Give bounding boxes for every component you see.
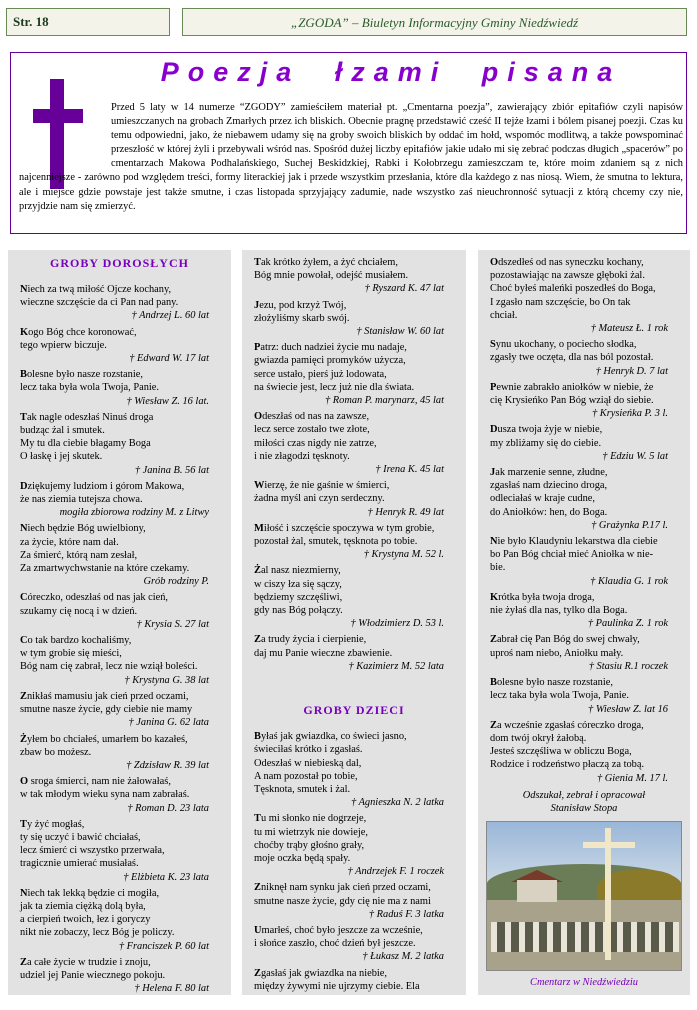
epitaph-line: Kogo Bóg chce koronować, — [20, 326, 137, 338]
epitaph-line: lecz śmierć ci wszystko przerwała, — [20, 845, 165, 857]
epitaph-line: Co tak bardzo kochaliśmy, — [20, 635, 132, 647]
epitaph-line: Choć byłeś maleńki poszedłeś do Boga, — [490, 283, 656, 295]
epitaph-line: i nie złagodzi tęsknoty. — [254, 450, 350, 462]
epitaph-line: szukamy cię nocą i w dzień. — [20, 605, 138, 617]
epitaph-line: Za całe życie w trudzie i znoju, — [20, 956, 151, 968]
epitaph-line: Zniknęł nam synku jak cień przed oczami, — [254, 882, 431, 894]
epitaph-line: lecz taka była wola Twoja, Panie. — [490, 690, 630, 702]
epitaph-attribution: † Łukasz M. 2 latka — [362, 951, 444, 963]
epitaph-line: za życie, które nam dał. — [20, 536, 119, 548]
epitaph-line: Niech będzie Bóg uwielbiony, — [20, 523, 146, 535]
epitaph — [490, 591, 682, 631]
epitaph-line: Tu mi słonko nie dogrzeje, — [254, 813, 367, 825]
epitaph-line: Niech za twą miłość Ojcze kochany, — [20, 284, 172, 295]
poem-list — [242, 256, 466, 673]
epitaph-line: na świecie jest, lecz już nie dla świata. — [254, 381, 415, 393]
epitaph — [20, 368, 223, 408]
epitaph-attribution: † Krysia S. 27 lat — [136, 618, 209, 630]
epitaph-line: nie żyłaś dla nas, tylko dla Boga. — [490, 605, 628, 617]
epitaph-line: Niech tak lekką będzie ci mogiła, — [20, 887, 160, 899]
epitaph-line: moje oczka będą spały. — [254, 852, 351, 864]
epitaph-line: Zabrał cię Pan Bóg do swej chwały, — [490, 634, 640, 646]
epitaph-line: Żyłem bo chciałeś, umarłem bo kazałeś, — [20, 733, 188, 745]
epitaph-line: złożyliśmy skarb swój. — [254, 312, 350, 324]
epitaph-line: budząc żal i smutek. — [20, 425, 105, 437]
epitaph-line: lecz taka była wola Twoja, Panie. — [20, 382, 160, 394]
epitaph-line: daj mu Panie wieczne zbawienie. — [254, 647, 393, 659]
epitaph-attribution: † Paulinka Z. 1 rok — [587, 618, 668, 630]
epitaph-line: Odszedłeś od nas syneczku kochany, — [490, 257, 644, 268]
epitaph — [20, 887, 223, 953]
epitaph-line: Patrz: duch nadziei życie mu nadaje, — [254, 342, 407, 354]
epitaph — [490, 381, 682, 421]
epitaph-line: Ty żyć mogłaś, — [20, 818, 85, 830]
epitaph-line: my zbliżamy się do ciebie. — [490, 437, 602, 449]
epitaph-line: I zgasło nam szczęście, bo On tak — [490, 296, 631, 308]
column-middle — [242, 250, 466, 995]
epitaph-line: Wierzę, że nie gaśnie w śmierci, — [254, 480, 390, 492]
epitaph-attribution: † Stasiu R.1 roczek — [588, 660, 668, 672]
epitaph — [20, 690, 223, 730]
epitaph-attribution: † Agnieszka N. 2 latka — [350, 797, 444, 809]
epitaph-line: jak ta ziemia ciężką dolą była, — [20, 900, 146, 912]
epitaph — [254, 967, 458, 993]
epitaph — [20, 818, 223, 884]
epitaph-line: Jesteś szczęśliwa w obliczu Boga, — [490, 746, 632, 758]
epitaph-line: i słońce zaszło, choć dzień był jeszcze. — [254, 938, 416, 950]
section-title-adults: GROBY DOROSŁYCH — [50, 256, 189, 270]
epitaph-line: Bolesne było nasze rozstanie, — [20, 369, 143, 381]
epitaph-line: O łaskę i jej skutek. — [20, 451, 103, 463]
epitaph — [20, 283, 223, 323]
epitaph-attribution: † Stanisław W. 60 lat — [356, 326, 444, 338]
epitaph — [490, 676, 682, 716]
epitaph — [254, 812, 458, 878]
epitaph-line: w tak młodym wieku syna nam zabrałaś. — [20, 789, 190, 801]
epitaph-line: Nie było Klaudyniu lekarstwa dla ciebie — [490, 536, 658, 548]
epitaph-line: zgasłaś nam dziecino droga, — [490, 480, 608, 492]
epitaph-line: Znikłaś mamusiu jak cień przed oczami, — [20, 690, 189, 702]
epitaph-attribution: † Franciszek P. 60 lat — [118, 940, 209, 952]
epitaph-line: zbaw bo możesz. — [20, 746, 92, 758]
epitaph-attribution: † Raduś F. 3 latka — [368, 908, 444, 920]
epitaph-line: Bolesne było nasze rozstanie, — [490, 677, 613, 689]
epitaph-line: Jak marzenie senne, złudne, — [490, 467, 608, 479]
epitaph-line: Byłaś jak gwiazdka, co świeci jasno, — [254, 731, 407, 743]
epitaph-line: odleciałaś w kraje cudne, — [490, 493, 596, 505]
epitaph-line: Rodzice i rodzeństwo płaczą za tobą. — [490, 759, 645, 771]
epitaph-line: My tu dla ciebie błagamy Boga — [20, 438, 151, 450]
epitaph-line: tu mi wietrzyk nie dowieje, — [254, 826, 368, 838]
epitaph-attribution: † Helena F. 80 lat — [134, 983, 209, 995]
epitaph-line: nikt nie zobaczy, lecz Bóg je policzy. — [20, 927, 175, 939]
epitaph-line: cię Krysieńko Pan Bóg wziął do siebie. — [490, 395, 654, 407]
poem-list — [478, 256, 690, 785]
epitaph-line: Miłość i szczęście spoczywa w tym grobie, — [254, 522, 435, 534]
epitaph — [254, 256, 458, 296]
epitaph-line: choćby trąby głośno grały, — [254, 839, 365, 851]
epitaph — [20, 591, 223, 631]
epitaph-line: Umarłeś, choć było jeszcze za wcześnie, — [254, 924, 423, 936]
epitaph-line: będziemy szczęśliwi, — [254, 591, 343, 603]
epitaph-attribution: † Zdzisław R. 39 lat — [126, 759, 209, 771]
epitaph — [254, 522, 458, 562]
epitaph-line: Zgasłaś jak gwiazdka na niebie, — [254, 967, 388, 979]
epitaph — [490, 719, 682, 785]
epitaph-attribution: mogiła zbiorowa rodziny M. z Litwy — [59, 507, 209, 519]
epitaph-attribution: † Kazimierz M. 52 lata — [348, 660, 444, 672]
epitaph-line: bo Pan Bóg chciał mieć Aniołka w nie- — [490, 549, 654, 561]
epitaph-line: lecz serce zostało twe złote, — [254, 424, 370, 436]
epitaph — [490, 535, 682, 588]
poem-list — [242, 730, 466, 993]
epitaph-line: Dziękujemy ludziom i górom Makowa, — [20, 480, 185, 492]
epitaph — [254, 479, 458, 519]
epitaph-attribution: † Grażynka P.17 l. — [591, 519, 668, 531]
epitaph-line: a cierpień twoich, łez i goryczy — [20, 914, 151, 926]
epitaph-line: chciał. — [490, 309, 518, 321]
epitaph-line: między żywymi nie ujrzymy ciebie. Ela — [254, 980, 420, 992]
bulletin-title: „ZGODA” – Biuletyn Informacyjny Gminy Niedźwiedź — [182, 8, 687, 36]
epitaph-line: smutne nasze życie, gdy cię nie ma z nami — [254, 895, 431, 907]
intro-box — [10, 52, 687, 234]
epitaph-line: Tak nagle odeszłaś Ninuś droga — [20, 411, 154, 423]
epitaph-line: Za wcześnie zgasłaś córeczko droga, — [490, 719, 644, 731]
epitaph-line: w tym grobie się mieści, — [20, 648, 122, 660]
credit-author: Stanisław Stopa — [550, 802, 618, 814]
column-adults — [8, 250, 231, 995]
epitaph-attribution: † Krystyna M. 52 l. — [363, 549, 444, 561]
epitaph-line: Za śmierć, którą nam zesłał, — [20, 549, 138, 561]
epitaph-line: Bóg mnie powołał, odejść musiałem. — [254, 270, 409, 282]
epitaph-line: Pewnie zabrakło aniołków w niebie, że — [490, 381, 654, 393]
epitaph — [490, 338, 682, 378]
epitaph — [254, 410, 458, 476]
epitaph-line: Synu ukochany, o pociecho słodka, — [490, 339, 637, 351]
epitaph-attribution: † Włodzimierz D. 53 l. — [350, 618, 444, 630]
epitaph-line: dom twój okrył żałobą. — [490, 732, 587, 744]
epitaph-attribution: † Ryszard K. 47 lat — [364, 283, 444, 295]
epitaph-attribution: † Gienia M. 17 l. — [597, 772, 668, 784]
epitaph-line: Odeszłaś w niebieską dal, — [254, 757, 362, 769]
epitaph — [490, 633, 682, 673]
epitaph-attribution: † Edward W. 17 lat — [129, 353, 209, 365]
epitaph — [254, 564, 458, 630]
epitaph-attribution: † Wiesław Z. lat 16 — [588, 703, 668, 715]
epitaph-attribution: † Klaudia G. 1 rok — [590, 575, 668, 587]
epitaph — [20, 480, 223, 520]
epitaph-attribution: Grób rodziny P. — [143, 576, 209, 588]
epitaph-attribution: † Roman P. marynarz, 45 lat — [324, 395, 444, 407]
epitaph-line: zgasły twe oczęta, dla nas ból pozostał. — [490, 352, 654, 364]
epitaph-line: Za trudy życia i cierpienie, — [254, 634, 367, 646]
epitaph-line: Córeczko, odeszłaś od nas jak cień, — [20, 592, 169, 604]
epitaph-line: O sroga śmierci, nam nie żałowałaś, — [20, 776, 171, 788]
epitaph-attribution: † Mateusz Ł. 1 rok — [590, 323, 668, 335]
epitaph — [20, 775, 223, 815]
epitaph — [20, 733, 223, 773]
section-title-children: GROBY DZIECI — [303, 703, 405, 718]
article-title: Poezja łzami pisana — [160, 57, 622, 87]
epitaph-line: tego wpierw biczuje. — [20, 339, 107, 351]
epitaph-attribution: † Roman D. 23 lata — [127, 802, 209, 814]
epitaph-line: Tęsknota, smutek i żal. — [254, 783, 351, 795]
epitaph — [254, 924, 458, 964]
epitaph — [254, 730, 458, 809]
epitaph-line: żadna myśl ani czyn serdeczny. — [254, 493, 385, 505]
epitaph-line: Krótka była twoja droga, — [490, 591, 595, 603]
epitaph-attribution: † Henryk D. 7 lat — [595, 365, 668, 377]
author-credit — [478, 789, 690, 815]
epitaph-line: Żal nasz niezmierny, — [254, 565, 341, 577]
cemetery-photo — [486, 821, 682, 971]
epitaph — [20, 522, 223, 588]
epitaph-line: Bóg nam cię zabrał, lecz nie wziął boleści. — [20, 661, 198, 673]
intro-paragraph: Przed 5 laty w 14 numerze “ZGODY” zamieściłem materiał pt. „Cmentarna poezja”, zawierający zbiór epitafiów czyli napisów umieszczanych na grobach Zmarłych przez ich bliskich. Obecnie pragnę przedstawić cześć II tejże łzami i bólem pisanej poezji. Czas ku temu odpowiedni, jako, że niebawem udamy się na groby swoich bliskich by oddać im hołd, wspomóc modlitwą, a także powspominać przeszłość w której żyli i przebywali wśród nas. Spośród dużej liczby epitafiów jakie udało mi się zebrać podczas długich „spacerów” po cmentarzach Makowa Podhalańskiego, Suchej Beskidzkiej, Rabki i Kołobrzegu zamieszczam te, które moim zdaniem są z nich najcenniejsze - zarówno pod względem treści, formy literackiej jak i przede wszystkim przesłania, które dla każdego z nas niosą. Wiem, że smutna to lektura, ale i miejsce gdzie powstaje jest także smutne, i czas listopada sprzyjający zadumie, nade wszystko zaś nieuchronność sytuacji z którą chcemy czy nie, przyjdzie nam się zmierzyć. — [19, 102, 683, 212]
epitaph — [20, 411, 223, 477]
epitaph-line: wieczne szczęście da ci Pan nad pany. — [20, 297, 179, 309]
epitaph-line: udziel jej Panie wiecznego pokoju. — [20, 969, 166, 981]
epitaph-attribution: † Janina G. 62 lata — [128, 717, 209, 729]
epitaph-line: tragicznie umierać musiałaś. — [20, 858, 139, 870]
epitaph-attribution: † Edziu W. 5 lat — [602, 450, 668, 462]
epitaph-attribution: † Elżbieta K. 23 lata — [123, 871, 209, 883]
epitaph-line: świeciłaś krótko i zgasłaś. — [254, 744, 363, 756]
epitaph-line: serce ustało, pierś już lodowata, — [254, 368, 387, 380]
epitaph-attribution: † Krysieńka P. 3 l. — [591, 408, 668, 420]
epitaph-attribution: † Andrzej L. 60 lat — [131, 310, 209, 322]
epitaph-line: gdy nas Bóg połączy. — [254, 605, 343, 617]
epitaph-line: Tak krótko żyłem, a żyć chciałem, — [254, 257, 398, 268]
epitaph — [20, 956, 223, 995]
epitaph — [490, 423, 682, 463]
epitaph-line: miłości czas nigdy nie zatrze, — [254, 437, 377, 449]
epitaph-attribution: † Janina B. 56 lat — [134, 464, 209, 476]
epitaph-attribution: † Irena K. 45 lat — [375, 464, 444, 476]
intro-text — [19, 101, 683, 214]
epitaph-line: ty się uczyć i bawić chciałaś, — [20, 831, 141, 843]
epitaph-line: Za zmartwychwstanie na które czekamy. — [20, 563, 190, 575]
poem-list — [8, 283, 231, 995]
epitaph-attribution: † Wiesław Z. 16 lat. — [126, 395, 209, 407]
column-children — [478, 250, 690, 995]
epitaph-attribution: † Andrzejek F. 1 roczek — [347, 866, 444, 878]
credit-line: Odszukał, zebrał i opracował — [522, 789, 646, 801]
epitaph — [490, 256, 682, 335]
epitaph-line: Dusza twoja żyje w niebie, — [490, 424, 603, 436]
epitaph-line: bie. — [490, 562, 506, 574]
epitaph-line: pozostawiając na zawsze głęboki żal. — [490, 270, 645, 282]
epitaph-line: smutne nasze życie, gdy ciebie nie mamy — [20, 704, 193, 716]
epitaph-line: A nam pozostał po tobie, — [254, 770, 358, 782]
epitaph — [20, 326, 223, 366]
epitaph — [490, 466, 682, 532]
epitaph-line: Odeszłaś od nas na zawsze, — [254, 411, 370, 423]
epitaph-line: że nas ziemia tutejsza chowa. — [20, 494, 143, 506]
epitaph — [254, 299, 458, 339]
epitaph-line: gwiazda pamięci promyków użycza, — [254, 355, 406, 367]
epitaph — [254, 633, 458, 673]
photo-caption: Cmentarz w Niedźwiedziu — [530, 976, 638, 988]
page-number: Str. 18 — [6, 8, 170, 36]
epitaph-line: uproś nam niebo, Aniołku mały. — [490, 647, 624, 659]
epitaph-attribution: † Krystyna G. 38 lat — [124, 674, 209, 686]
epitaph-line: Jezu, pod krzyż Twój, — [254, 299, 347, 311]
epitaph-line: do Aniołków: hen, do Boga. — [490, 506, 608, 518]
epitaph-attribution: † Henryk R. 49 lat — [367, 506, 444, 518]
epitaph-line: pozostał żal, smutek, tęsknota po tobie. — [254, 536, 418, 548]
epitaph — [20, 634, 223, 687]
epitaph-line: w ciszy łza się sączy, — [254, 578, 342, 590]
epitaph — [254, 881, 458, 921]
epitaph — [254, 341, 458, 407]
